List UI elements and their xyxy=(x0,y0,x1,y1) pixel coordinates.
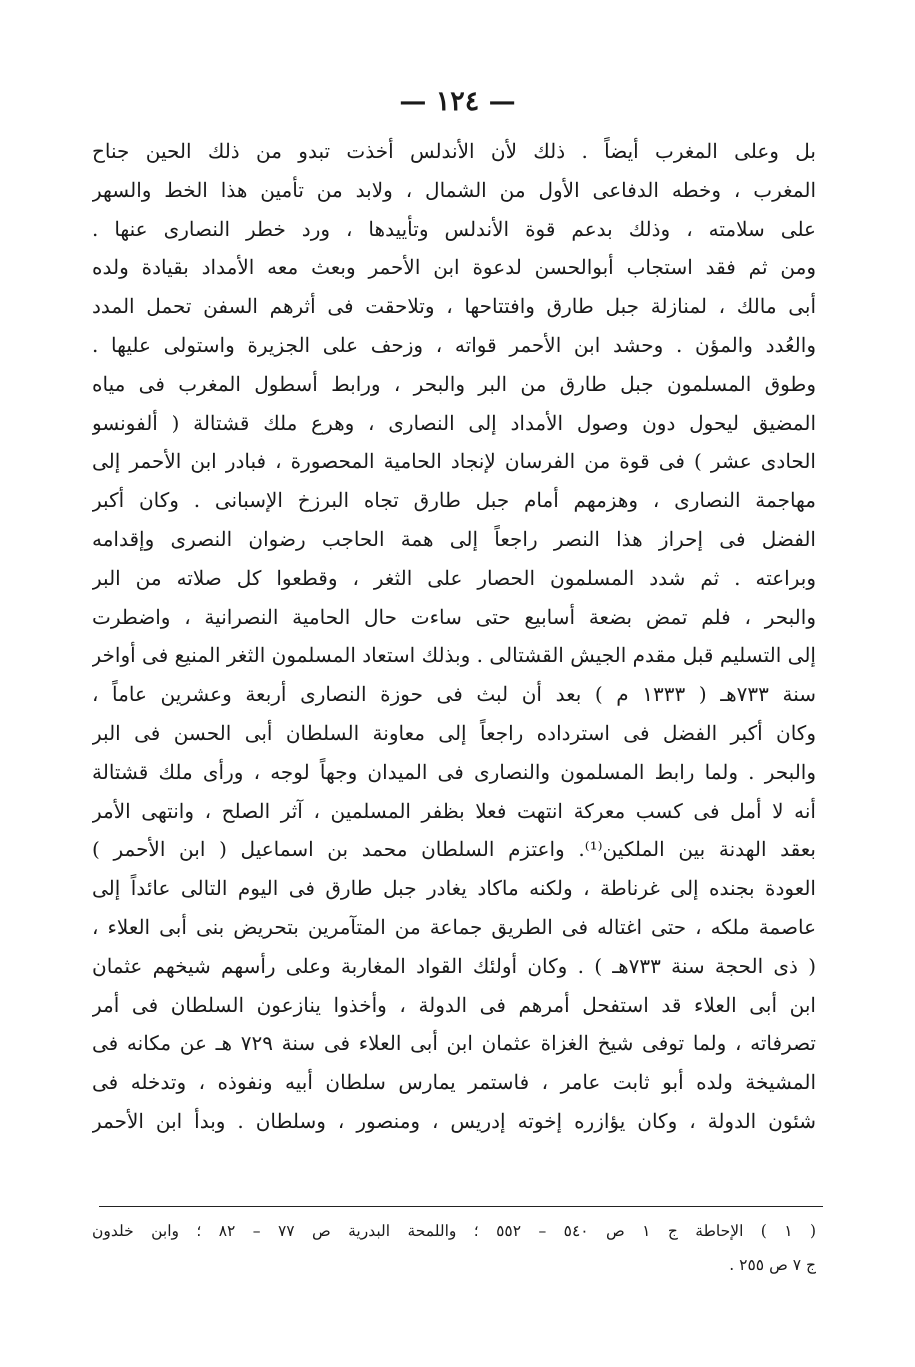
text-line: والعُدد والمؤن . وحشد ابن الأحمر قواته ، وزحف على الجزيرة واستولى عليها . xyxy=(92,332,816,357)
text-line: على سلامته ، وذلك بدعم قوة الأندلس وتأييدها ، ورد خطر النصارى عنها . xyxy=(92,216,816,241)
text-line: ومن ثم فقد استجاب أبوالحسن لدعوة ابن الأحمر وبعث معه الأمداد بقيادة ولده xyxy=(92,255,816,280)
text-line: بعقد الهدنة بين الملكين⁽¹⁾. واعتزم السلطان محمد بن اسماعيل ( ابن الأحمر ) xyxy=(92,837,816,862)
text-line: المشيخة ولده أبو ثابت عامر ، فاستمر يمارس سلطان أبيه ونفوذه ، وتدخله فى xyxy=(92,1070,816,1095)
footnote-line: ( ١ ) الإحاطة ج ١ ص ٥٤٠ – ٥٥٢ ؛ واللمحة البدرية ص ٧٧ – ٨٢ ؛ وابن خلدون xyxy=(92,1222,816,1240)
text-line: والبحر . ولما رابط المسلمون والنصارى فى الميدان وجهاً لوجه ، ورأى ملك قشتالة xyxy=(92,759,816,784)
footnote xyxy=(92,1214,816,1282)
text-line: أنه لا أمل فى كسب معركة انتهت فعلا بظفر المسلمين ، آثر الصلح ، وانتهى الأمر xyxy=(92,798,816,823)
footnote-line: ج ٧ ص ٢٥٥ . xyxy=(729,1256,816,1274)
text-line: الفضل فى إحراز هذا النصر راجعاً إلى همة الحاجب رضوان النصرى وإقدامه xyxy=(92,526,816,551)
text-line: شئون الدولة ، وكان يؤازره إخوته إدريس ، ومنصور ، وسلطان . وبدأ ابن الأحمر xyxy=(92,1108,816,1133)
text-line: المضيق ليحول دون وصول الأمداد إلى النصارى ، وهرع ملك قشتالة ( ألفونسو xyxy=(92,410,816,435)
text-line: إلى التسليم قبل مقدم الجيش القشتالى . وبذلك استعاد المسلمون الثغر المنيع فى أواخر xyxy=(92,643,816,668)
text-line: عاصمة ملكه ، حتى اغتاله فى الطريق جماعة من المتآمرين بتحريض بنى أبى العلاء ، xyxy=(92,914,816,939)
body-text xyxy=(92,132,816,1141)
text-line: سنة ٧٣٣هـ ( ١٣٣٣ م ) بعد أن لبث فى حوزة النصارى أربعة وعشرين عاماً ، xyxy=(92,682,816,707)
text-line: أبى مالك ، لمنازلة جبل طارق وافتتاحها ، وتلاحقت فى أثرهم السفن تحمل المدد xyxy=(92,294,816,319)
text-line: والبحر ، فلم تمض بضعة أسابيع حتى ساءت حال الحامية النصرانية ، واضطرت xyxy=(92,604,816,629)
page-number: — ١٢٤ — xyxy=(399,86,516,117)
text-line: مهاجمة النصارى ، وهزمهم أمام جبل طارق تجاه البرزخ الإسبانى . وكان أكبر xyxy=(92,488,816,513)
text-line: تصرفاته ، ولما توفى شيخ الغزاة عثمان ابن أبى العلاء فى سنة ٧٢٩ هـ عن مكانه فى xyxy=(92,1031,816,1056)
footnote-divider xyxy=(99,1206,823,1207)
text-line: المغرب ، وخطه الدفاعى الأول من الشمال ، ولابد من تأمين هذا الخط والسهر xyxy=(92,177,816,202)
text-line: وبراعته . ثم شدد المسلمون الحصار على الثغر ، وقطعوا كل صلاته من البر xyxy=(92,565,816,590)
text-line: ( ذى الحجة سنة ٧٣٣هـ ) . وكان أولئك القواد المغاربة وعلى رأسهم شيخهم عثمان xyxy=(92,953,816,978)
text-line: وكان أكبر الفضل فى استرداده راجعاً إلى معاونة السلطان أبى الحسن فى البر xyxy=(92,720,816,745)
text-line: الحادى عشر ) فى قوة من الفرسان لإنجاد الحامية المحصورة ، فبادر ابن الأحمر إلى xyxy=(92,449,816,474)
text-line: ابن أبى العلاء قد استفحل أمرهم فى الدولة ، وأخذوا ينازعون السلطان فى أمر xyxy=(92,992,816,1017)
text-line: بل وعلى المغرب أيضاً . ذلك لأن الأندلس أخذت تبدو من ذلك الحين جناح xyxy=(92,139,816,163)
text-line: وطوق المسلمون جبل طارق من البر والبحر ، ورابط أسطول المغرب فى مياه xyxy=(92,371,816,396)
text-line: العودة بجنده إلى غرناطة ، ولكنه ماكاد يغادر جبل طارق فى اليوم التالى عائداً إلى xyxy=(92,876,816,901)
